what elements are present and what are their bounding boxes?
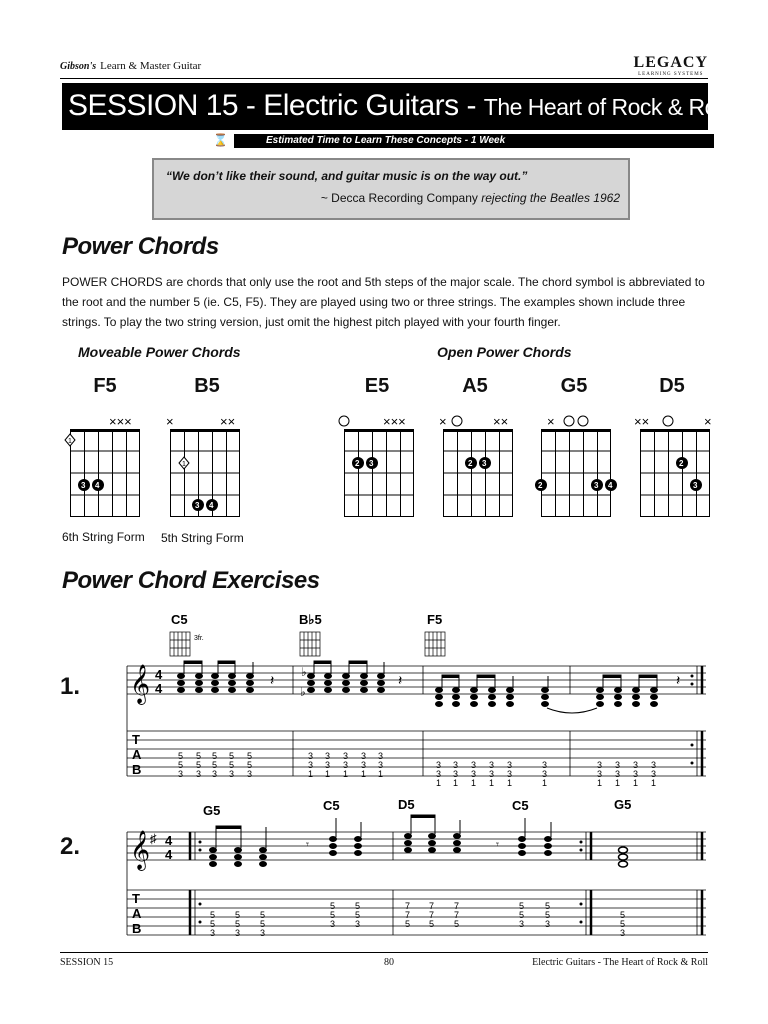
tab-number: 3 <box>519 919 525 929</box>
mute-marks: × <box>166 414 174 429</box>
quote-attribution <box>321 191 620 205</box>
tab-number: 3 <box>545 919 551 929</box>
tab-number: 3 <box>260 928 266 938</box>
tab-number: 3 <box>212 769 218 779</box>
header-rule <box>60 78 708 79</box>
tab-number: 5 <box>247 751 253 761</box>
tab-number: 1 <box>436 778 442 788</box>
tab-number: 3 <box>651 760 657 770</box>
time-sig-top: 4 <box>165 833 173 848</box>
mini-chord-grid <box>425 632 445 656</box>
chord-symbol-g5-2: G5 <box>614 797 632 812</box>
tab-number: 7 <box>454 910 460 920</box>
tab-number: 3 <box>597 760 603 770</box>
tab-number: 3 <box>436 769 442 779</box>
flat-icon: ♭ <box>300 685 306 699</box>
tab-number: 1 <box>651 778 657 788</box>
tab-number: 5 <box>196 751 202 761</box>
chord-symbol-f5: F5 <box>427 612 443 627</box>
mini-chord-grid <box>170 632 190 656</box>
tab-number: 3 <box>343 751 349 761</box>
title-sub: The Heart of Rock & Roll <box>483 94 727 120</box>
mini-chord-grid <box>300 632 320 656</box>
legacy-logo-sub: LEARNING SYSTEMS <box>638 72 704 77</box>
svg-text:3: 3 <box>195 501 200 510</box>
tab-number: 3 <box>471 760 477 770</box>
time-sig-bottom: 4 <box>165 847 173 862</box>
svg-text:×: × <box>439 414 447 429</box>
svg-text:×: × <box>704 414 712 429</box>
treble-clef-icon: 𝄞 <box>130 831 151 869</box>
tab-number: 5 <box>330 910 336 920</box>
svg-text:4: 4 <box>209 501 214 510</box>
svg-text:2: 2 <box>468 459 473 468</box>
svg-text:3: 3 <box>369 459 374 468</box>
tab-letter: B <box>132 921 142 936</box>
tab-number: 1 <box>615 778 621 788</box>
footer-left: SESSION 15 <box>60 957 114 968</box>
chord-name-f5: F5 <box>93 375 117 397</box>
exercise-number-1: 1. <box>60 673 81 700</box>
treble-clef-icon: 𝄞 <box>130 665 151 703</box>
chord-diagram-d5 <box>634 414 712 517</box>
tab-number: 1 <box>453 778 459 788</box>
tab-number: 5 <box>620 910 626 920</box>
tab-number: 1 <box>325 769 331 779</box>
tab-number: 3 <box>489 760 495 770</box>
tab-number: 3 <box>325 751 331 761</box>
svg-text:3: 3 <box>693 481 698 490</box>
svg-text:2: 2 <box>538 481 543 490</box>
exercise-2-notation <box>0 792 768 952</box>
tab-letter: A <box>132 747 142 762</box>
time-sig-bottom: 4 <box>155 681 163 696</box>
svg-text:3: 3 <box>482 459 487 468</box>
tab-number: 3 <box>471 769 477 779</box>
tab-letter: B <box>132 762 142 777</box>
fret-marker-number: 1 <box>182 461 186 468</box>
brand-header <box>60 60 201 72</box>
chord-symbol-g5: G5 <box>203 803 221 818</box>
svg-text:××: ×× <box>493 414 509 429</box>
chord-diagrams <box>0 405 768 525</box>
tab-number: 3 <box>361 760 367 770</box>
tab-number: 5 <box>178 760 184 770</box>
tab-number: 1 <box>343 769 349 779</box>
page-title <box>68 89 726 123</box>
tab-number: 3 <box>507 769 513 779</box>
form-label-b5: 5th String Form <box>161 531 244 545</box>
tab-number: 5 <box>405 919 411 929</box>
tab-number: 3 <box>633 769 639 779</box>
chord-diagram-a5 <box>439 414 513 517</box>
tab-number: 5 <box>545 901 551 911</box>
tab-number: 1 <box>633 778 639 788</box>
svg-text:3: 3 <box>594 481 599 490</box>
svg-text:×××: ××× <box>383 414 406 429</box>
tab-number: 3 <box>542 760 548 770</box>
chord-diagram-f5 <box>65 414 140 517</box>
flat-icon: ♭ <box>301 665 307 679</box>
tab-number: 1 <box>378 769 384 779</box>
tab-number: 5 <box>235 910 241 920</box>
tab-number: 5 <box>260 910 266 920</box>
footer-rule <box>60 952 708 953</box>
chord-name-a5: A5 <box>462 375 488 397</box>
hourglass-icon: ⌛ <box>213 133 228 147</box>
power-chords-paragraph: POWER CHORDS are chords that only use the root and 5th steps of the major scale. The chord symbol is abbreviated to the root and the number 5 (ie. C5, F5). They are played using two or three strings. The examples shown include three strings. To play the two string version, just omit the highest pitch played with your fourth finger. <box>62 275 705 329</box>
tab-number: 1 <box>361 769 367 779</box>
tie-icon <box>547 708 597 713</box>
svg-text:4: 4 <box>608 481 613 490</box>
tab-number: 3 <box>378 751 384 761</box>
tab-number: 5 <box>355 901 361 911</box>
svg-text:3: 3 <box>81 481 86 490</box>
tab-number: 3 <box>542 769 548 779</box>
legacy-logo <box>634 54 708 77</box>
legacy-logo-text: LEGACY <box>633 54 708 71</box>
chord-symbol-d5: D5 <box>398 797 415 812</box>
tab-number: 3 <box>308 751 314 761</box>
svg-text:2: 2 <box>679 459 684 468</box>
chord-name-b5: B5 <box>194 375 220 397</box>
rest-icon: 𝄽 <box>398 672 403 688</box>
chord-diagram-b5 <box>166 414 240 517</box>
svg-text:2: 2 <box>355 459 360 468</box>
tab-number: 1 <box>308 769 314 779</box>
rest-icon: 𝄽 <box>270 672 275 688</box>
note-chords <box>178 661 658 707</box>
tab-number: 3 <box>489 769 495 779</box>
chord-name-d5: D5 <box>659 375 685 397</box>
tab-number: 3 <box>343 760 349 770</box>
tab-number: 3 <box>247 769 253 779</box>
power-chords-heading: Power Chords <box>62 233 219 260</box>
tab-number: 3 <box>507 760 513 770</box>
tab-number: 1 <box>542 778 548 788</box>
chord-name-e5: E5 <box>364 375 390 397</box>
tab-number: 3 <box>196 769 202 779</box>
time-sig-top: 4 <box>155 667 163 682</box>
title-main: SESSION 15 - Electric Guitars - <box>68 89 484 122</box>
open-heading: Open Power Chords <box>437 344 572 360</box>
tab-number: 3 <box>453 769 459 779</box>
mute-marks: ××× <box>109 414 132 429</box>
rest-icon: 𝄾 <box>306 839 309 851</box>
chord-diagram-g5 <box>535 414 617 517</box>
sharp-icon: ♯ <box>150 831 157 846</box>
quote-box <box>152 158 630 220</box>
exercises-heading: Power Chord Exercises <box>62 567 320 594</box>
tab-numbers-m1 <box>178 751 252 779</box>
tab-number: 3 <box>651 769 657 779</box>
tab-number: 3 <box>378 760 384 770</box>
svg-text:4: 4 <box>95 481 100 490</box>
chord-symbol-c5: C5 <box>323 798 340 813</box>
tab-number: 3 <box>330 919 336 929</box>
tab-number: 3 <box>308 760 314 770</box>
tab-letter: T <box>132 891 140 906</box>
tab-number: 1 <box>471 778 477 788</box>
tab-number: 5 <box>330 901 336 911</box>
tab-number: 5 <box>210 919 216 929</box>
tab-number: 5 <box>519 910 525 920</box>
footer-right: Electric Guitars - The Heart of Rock & Roll <box>532 957 708 968</box>
rest-icon: 𝄾 <box>496 839 499 851</box>
tab-number: 5 <box>519 901 525 911</box>
session-banner <box>62 83 727 130</box>
fret-label: 3fr. <box>194 635 204 642</box>
attribution-source: ~ Decca Recording Company <box>320 191 478 205</box>
tab-number: 7 <box>454 901 460 911</box>
tab-number: 3 <box>325 760 331 770</box>
tab-number: 3 <box>615 760 621 770</box>
tab-numbers-m3 <box>436 760 656 788</box>
tab-number: 3 <box>178 769 184 779</box>
tab-number: 5 <box>429 919 435 929</box>
svg-text:××: ×× <box>634 414 650 429</box>
rest-icon: 𝄽 <box>676 672 681 688</box>
quote-text: “We don’t like their sound, and guitar music is on the way out.” <box>166 169 528 183</box>
chord-symbol-c5: C5 <box>171 612 188 627</box>
brand-text: Learn & Master Guitar <box>100 60 202 72</box>
tab-number: 5 <box>229 751 235 761</box>
tab-number: 5 <box>212 760 218 770</box>
gibson-logo: Gibson's <box>60 61 97 72</box>
chord-symbol-bb5: B♭5 <box>299 612 322 627</box>
chord-name-g5: G5 <box>560 375 588 397</box>
mute-marks: ×× <box>220 414 236 429</box>
tab-number: 5 <box>210 910 216 920</box>
tab-number: 3 <box>620 928 626 938</box>
fret-marker-number: 1 <box>68 438 72 445</box>
tab-number: 7 <box>405 910 411 920</box>
tab-number: 3 <box>633 760 639 770</box>
svg-text:×: × <box>547 414 555 429</box>
tab-numbers-m2 <box>308 751 383 779</box>
tab-number: 5 <box>260 919 266 929</box>
tab-letter: A <box>132 906 142 921</box>
exercise-number-2: 2. <box>60 833 81 860</box>
tab-number: 1 <box>597 778 603 788</box>
tab-number: 5 <box>178 751 184 761</box>
tab-number: 7 <box>429 910 435 920</box>
tab-number: 5 <box>545 910 551 920</box>
tab-numbers-2 <box>210 901 625 938</box>
tab-number: 5 <box>212 751 218 761</box>
exercise-1-notation <box>0 608 768 788</box>
tab-number: 5 <box>454 919 460 929</box>
tab-number: 5 <box>355 910 361 920</box>
tab-number: 3 <box>597 769 603 779</box>
tab-number: 3 <box>361 751 367 761</box>
tab-number: 1 <box>489 778 495 788</box>
estimate-bar: Estimated Time to Learn These Concepts - 1 Week <box>234 134 714 148</box>
page-number: 80 <box>384 957 394 968</box>
note-chords-2 <box>210 815 552 867</box>
tab-number: 3 <box>235 928 241 938</box>
tab-number: 7 <box>429 901 435 911</box>
tab-number: 5 <box>196 760 202 770</box>
tab-number: 3 <box>436 760 442 770</box>
tab-number: 3 <box>210 928 216 938</box>
tab-number: 3 <box>615 769 621 779</box>
tab-number: 7 <box>405 901 411 911</box>
form-label-f5: 6th String Form <box>62 530 145 544</box>
tab-number: 1 <box>507 778 513 788</box>
tab-number: 5 <box>247 760 253 770</box>
tab-number: 3 <box>453 760 459 770</box>
tab-number: 5 <box>229 760 235 770</box>
tab-letter: T <box>132 732 140 747</box>
attribution-context: rejecting the Beatles 1962 <box>481 191 620 205</box>
chord-symbol-c5-2: C5 <box>512 798 529 813</box>
tab-number: 5 <box>620 919 626 929</box>
chord-diagram-e5 <box>339 414 414 517</box>
moveable-heading: Moveable Power Chords <box>78 344 241 360</box>
tab-number: 3 <box>229 769 235 779</box>
tab-number: 3 <box>355 919 361 929</box>
tab-number: 5 <box>235 919 241 929</box>
